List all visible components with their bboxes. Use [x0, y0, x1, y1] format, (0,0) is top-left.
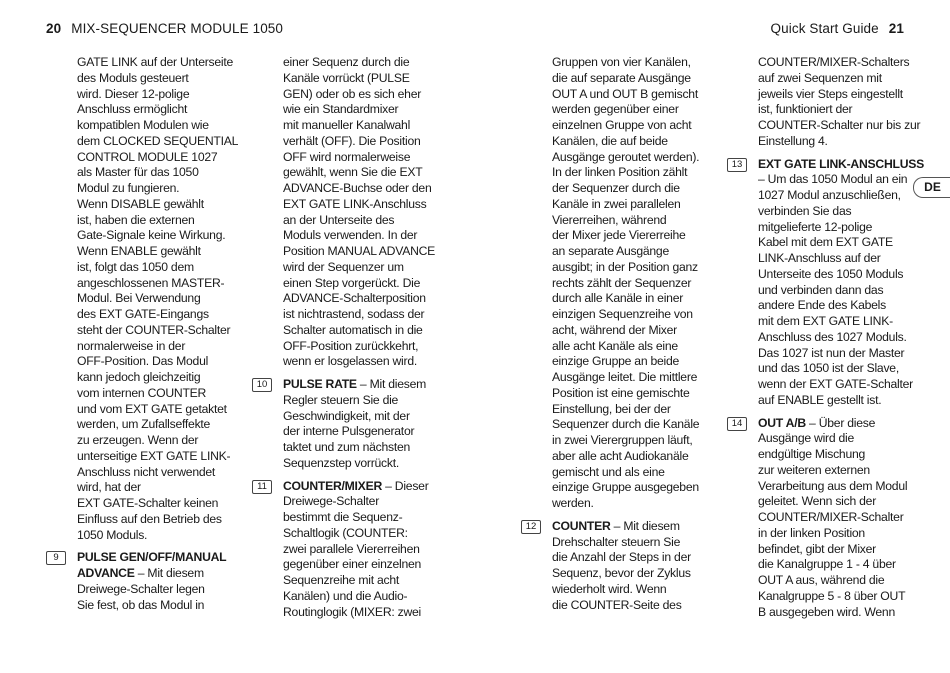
text-line: kompatiblen Modulen wie [77, 118, 209, 132]
item-number-badge: 10 [252, 378, 272, 392]
text-line: GEN) oder ob es sich eher [283, 86, 422, 101]
item-first-line: – Über diese [805, 415, 876, 430]
left-page-number: 20 [46, 21, 62, 36]
item-body [758, 431, 924, 620]
item-number-badge: 11 [252, 480, 272, 494]
text-line: der Sequenzer durch die [552, 181, 680, 195]
text-line: Viererreihen, während [552, 212, 667, 227]
text-line: In der linken Position zählt [552, 165, 688, 180]
text-line: LINK-Anschluss auf der [758, 251, 881, 265]
text-line: die Kanalgruppe 1 - 4 über [758, 557, 896, 572]
text-line: Modul. Bei Verwendung [77, 291, 201, 306]
text-line: Wenn ENABLE gewählt [77, 244, 201, 258]
text-line: und verbinden dann das [758, 282, 884, 297]
text-line: COUNTER-Schalter nur bis zur [758, 118, 921, 132]
right-page-number: 21 [888, 21, 904, 36]
text-line: als Master für das 1050 [77, 165, 199, 180]
text-line: Moduls verwenden. In der [283, 228, 418, 243]
item-title-cont: ADVANCE [77, 566, 135, 580]
text-line: OUT A und OUT B gemischt [552, 86, 698, 101]
item-first-line: – Mit diesem [610, 518, 680, 533]
text-line: Ausgänge geroutet werden). [552, 149, 700, 164]
text-line: COUNTER/MIXER-Schalters [758, 55, 910, 69]
text-line: werden gegenüber einer [552, 102, 679, 117]
text-line: gemischt und als eine [552, 464, 665, 479]
text-line: 1050 Moduls. [77, 527, 148, 542]
text-line: an separate Ausgänge [552, 244, 669, 258]
text-line: Dreiwege-Schalter legen [77, 581, 205, 596]
text-line: angeschlossenen MASTER- [77, 275, 225, 290]
continued-paragraph [552, 55, 699, 512]
text-line: Kanäle in zwei parallelen [552, 196, 681, 211]
text-line: steht der COUNTER-Schalter [77, 322, 231, 337]
text-line: ist, haben die externen [77, 212, 195, 227]
item-number-badge: 13 [727, 158, 747, 172]
text-line: Kanälen) und die Audio- [283, 588, 408, 603]
text-line: Das 1027 ist nun der Master [758, 345, 905, 360]
item-title: EXT GATE LINK-ANSCHLUSS [758, 156, 925, 171]
text-line: Dreiwege-Schalter [283, 494, 379, 509]
text-line: acht, während der Mixer [552, 322, 677, 337]
text-line: OFF-Position. Das Modul [77, 354, 209, 369]
text-line: gewählt, wenn Sie die EXT [283, 165, 423, 180]
text-line: Anschluss nicht verwendet [77, 464, 216, 479]
text-line: Sequenz, bevor der Zyklus [552, 566, 691, 580]
text-line: Position MANUAL ADVANCE [283, 244, 436, 258]
item-number-badge: 14 [727, 417, 747, 431]
text-line: wie ein Standardmixer [283, 102, 399, 117]
text-line: Anschluss ermöglicht [77, 102, 188, 117]
text-line: andere Ende des Kabels [758, 298, 886, 313]
text-line: die COUNTER-Seite des [552, 597, 682, 612]
text-line: gegenüber einer einzelnen [283, 557, 422, 572]
text-line: einzige Gruppe ausgegeben [552, 480, 699, 495]
text-line: zwei parallele Viererreihen [283, 541, 420, 556]
text-line: bestimmt die Sequenz- [283, 510, 403, 524]
text-line: ist, funktioniert der [758, 102, 853, 117]
text-line: geleitet. Wenn sich der [758, 494, 876, 509]
text-line: Drehschalter steuern Sie [552, 534, 681, 549]
text-line: Einstellung, bei der der [552, 401, 671, 416]
text-line: ADVANCE-Schalterposition [283, 291, 426, 306]
left-running-title: MIX-SEQUENCER MODULE 1050 [71, 21, 284, 36]
text-line: ist, folgt das 1050 dem [77, 259, 194, 274]
text-line: des Moduls gesteuert [77, 70, 189, 85]
text-line: Kanalgruppe 5 - 8 über OUT [758, 588, 906, 603]
text-line: normalerweise in der [77, 338, 186, 353]
item-first-line: – Mit diesem [356, 377, 427, 391]
item-number-badge: 12 [521, 520, 541, 534]
text-line: einer Sequenz durch die [283, 55, 410, 69]
text-line: Sie fest, ob das Modul in [77, 597, 205, 612]
text-line: in der linken Position [758, 525, 865, 540]
text-line: ADVANCE-Buchse oder den [283, 181, 432, 195]
text-line: EXT GATE LINK-Anschluss [283, 196, 427, 211]
text-line: alle acht Kanäle als eine [552, 338, 678, 353]
text-line: Schalter automatisch in die [283, 322, 423, 337]
text-line: COUNTER/MIXER-Schalter [758, 510, 904, 524]
text-line: mitgelieferte 12-polige [758, 219, 873, 234]
text-line: werden, um Zufallseffekte [77, 417, 211, 432]
continued-paragraph [77, 55, 238, 543]
text-line: Anschluss des 1027 Moduls. [758, 329, 907, 344]
text-line: ist nichtrastend, sodass der [283, 307, 425, 321]
text-line: einen Step vorgerückt. Die [283, 275, 421, 290]
text-line: an der Unterseite des [283, 212, 395, 227]
text-line: OUT A aus, während die [758, 573, 885, 587]
item-body [758, 172, 924, 408]
text-line: Ausgänge wird die [758, 431, 855, 446]
text-line: einzigen Sequenzreihe von [552, 307, 693, 321]
text-line: wenn er losgelassen wird. [283, 354, 417, 369]
item-9-pulse-gen [53, 550, 238, 613]
item-body [283, 494, 435, 620]
text-column-2 [256, 55, 436, 627]
text-line: Regler steuern Sie die [283, 392, 399, 407]
text-line: auf ENABLE gestellt ist. [758, 392, 882, 407]
item-number-badge: 9 [46, 551, 66, 565]
text-line: die Anzahl der Steps in der [552, 550, 691, 565]
item-title: OUT A/B [758, 415, 806, 430]
text-line: des EXT GATE-Eingangs [77, 307, 209, 321]
text-line: – Um das 1050 Modul an ein [758, 172, 908, 187]
text-line: einzige Gruppe an beide [552, 354, 680, 369]
text-line: kann jedoch gleichzeitig [77, 370, 201, 384]
text-line: Verarbeitung aus dem Modul [758, 478, 908, 493]
text-line: Kabel mit dem EXT GATE [758, 235, 893, 250]
text-line: mit manueller Kanalwahl [283, 118, 411, 132]
text-line: Ausgänge leitet. Die mittlere [552, 370, 698, 384]
item-10-pulse-rate [256, 377, 435, 472]
text-line: Einfluss auf den Betrieb des [77, 511, 222, 526]
right-running-title: Quick Start Guide [770, 21, 879, 36]
text-column-1 [53, 55, 239, 620]
text-line: verhält (OFF). Die Position [283, 133, 421, 148]
text-line: auf zwei Sequenzen mit [758, 70, 882, 85]
text-column-4 [731, 55, 925, 627]
text-line: unterseitige EXT GATE LINK- [77, 448, 231, 463]
item-12-counter [525, 518, 699, 614]
text-line: wird der Sequenzer um [283, 259, 404, 274]
text-line: zu erzeugen. Wenn der [77, 433, 199, 447]
item-title: PULSE RATE [283, 377, 357, 391]
text-line: zur weiteren externen [758, 462, 870, 477]
text-line: Gate-Signale keine Wirkung. [77, 228, 226, 243]
text-column-3 [525, 55, 700, 620]
text-line: Wenn DISABLE gewählt [77, 196, 204, 211]
continued-paragraph [283, 55, 435, 370]
text-line: wird. Dieser 12-polige [77, 86, 190, 101]
text-line: Sequenzer durch die Kanäle [552, 417, 700, 432]
text-line: Sequenzstep vorrückt. [283, 455, 400, 470]
text-line: Unterseite des 1050 Moduls [758, 266, 904, 281]
text-line: Position ist eine gemischte [552, 385, 690, 400]
text-line: Geschwindigkeit, mit der [283, 408, 410, 423]
text-line: EXT GATE-Schalter keinen [77, 496, 219, 510]
text-line: endgültige Mischung [758, 447, 866, 461]
item-body [283, 393, 435, 472]
text-line: ausgibt; in der Position ganz [552, 259, 698, 274]
text-line: befindet, gibt der Mixer [758, 541, 876, 556]
text-line: der Mixer jede Viererreihe [552, 228, 686, 243]
item-title: PULSE GEN/OFF/MANUAL [77, 550, 227, 565]
text-line: jeweils vier Steps eingestellt [758, 86, 903, 101]
text-line: taktet und zum nächsten [283, 440, 411, 454]
continued-paragraph [758, 55, 924, 150]
text-line: OFF-Position zurückkehrt, [283, 338, 419, 353]
text-line: aber alle acht Audiokanäle [552, 448, 689, 463]
header-right [771, 21, 904, 36]
item-title: COUNTER/MIXER [283, 478, 382, 493]
text-line: Gruppen von vier Kanälen, [552, 55, 691, 69]
text-line: der interne Pulsgenerator [283, 424, 415, 439]
text-line: OFF wird normalerweise [283, 149, 411, 164]
item-14-out-ab [731, 415, 924, 621]
text-line: durch alle Kanäle in einer [552, 291, 684, 306]
item-first-line: – Dieser [382, 478, 429, 493]
text-line: rechts zählt der Sequenzer [552, 275, 692, 290]
text-line: Routinglogik (MIXER: zwei [283, 604, 422, 619]
item-13-ext-gate-link [731, 156, 925, 409]
text-line: Kanäle vorrückt (PULSE [283, 70, 410, 85]
text-line: und das 1050 ist der Slave, [758, 361, 899, 376]
header-left [46, 21, 283, 36]
item-body [552, 535, 699, 614]
text-line: Kanälen, die auf beide [552, 133, 668, 148]
item-11-counter-mixer [257, 478, 435, 621]
text-line: einzelnen Gruppe von acht [552, 118, 692, 132]
text-line: die auf separate Ausgänge [552, 70, 691, 85]
text-line: B ausgegeben wird. Wenn [758, 604, 895, 619]
text-line: 1027 Modul anzuschließen, [758, 188, 901, 202]
text-line: GATE LINK auf der Unterseite [77, 55, 234, 69]
text-line: mit dem EXT GATE LINK- [758, 314, 893, 328]
text-line: in zwei Vierergruppen läuft, [552, 433, 693, 447]
language-tab-de: DE [913, 177, 950, 198]
text-line: CONTROL MODULE 1027 [77, 149, 218, 164]
text-line: wird, hat der [77, 480, 141, 495]
text-line: Modul zu fungieren. [77, 181, 180, 195]
item-first-line: – Mit diesem [134, 566, 204, 580]
item-body [77, 582, 238, 614]
text-line: werden. [552, 496, 594, 510]
text-line: Sequenzreihe mit acht [283, 573, 400, 587]
text-line: verbinden Sie das [758, 203, 852, 218]
item-title: COUNTER [552, 518, 611, 533]
text-line: dem CLOCKED SEQUENTIAL [77, 133, 239, 148]
text-line: wenn der EXT GATE-Schalter [758, 377, 913, 391]
text-line: Einstellung 4. [758, 133, 828, 148]
text-line: wiederholt wird. Wenn [552, 581, 667, 596]
text-line: und vom EXT GATE getaktet [77, 401, 227, 416]
text-line: vom internen COUNTER [77, 385, 207, 400]
text-line: Schaltlogik (COUNTER: [283, 525, 408, 540]
